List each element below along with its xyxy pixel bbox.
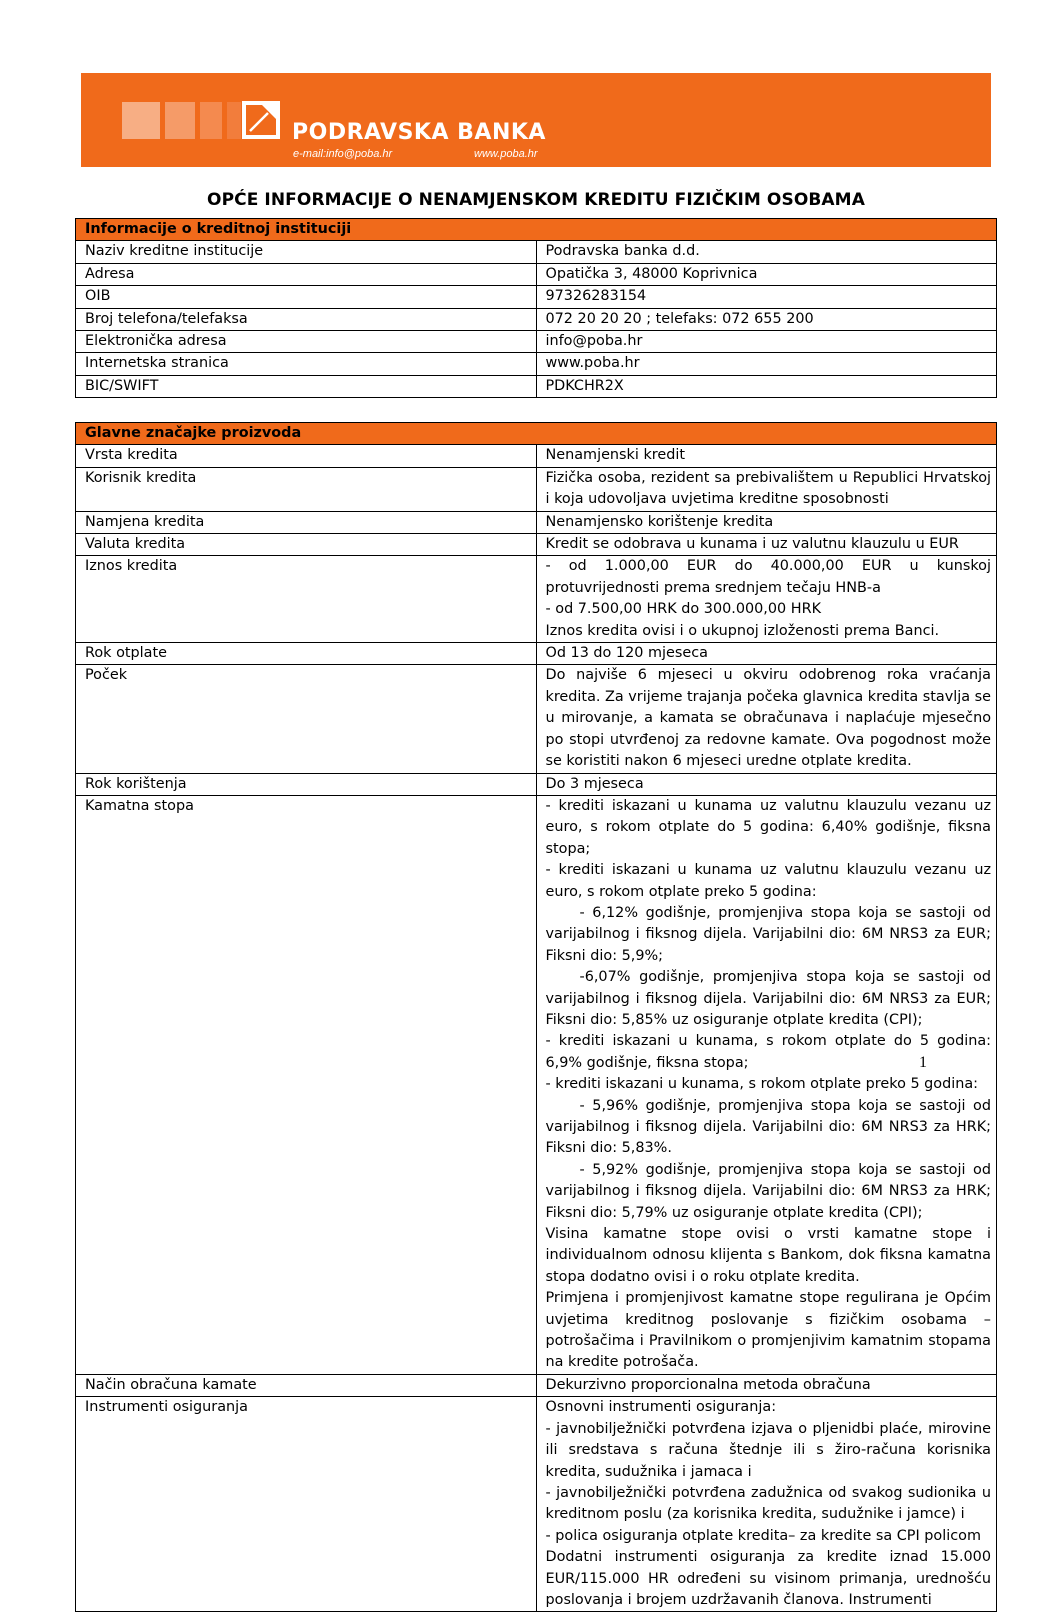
table-heading-row (76, 219, 997, 241)
table-row (76, 795, 997, 1374)
row-label: Adresa (76, 263, 537, 285)
value-line: Dekurzivno proporcionalna metoda obračuna (545, 1376, 871, 1393)
banner-decor-block (227, 102, 241, 139)
table-row (76, 241, 997, 263)
value-line: - polica osiguranja otplate kredita– za kredite sa CPI policom (545, 1527, 981, 1544)
header-banner (81, 73, 991, 167)
bank-email[interactable]: e-mail:info@poba.hr (293, 148, 393, 160)
value-line: - krediti iskazani u kunama, s rokom otplate preko 5 godina: (545, 1076, 979, 1093)
row-label: Broj telefona/telefaksa (76, 308, 537, 330)
row-value: 97326283154 (536, 286, 997, 308)
value-line: Nenamjenski kredit (545, 447, 686, 464)
table-row (76, 286, 997, 308)
value-line (546, 1160, 992, 1224)
table-row (76, 1374, 997, 1396)
page-title: OPĆE INFORMACIJE O NENAMJENSKOM KREDITU FIZIČKIM OSOBAMA (207, 190, 865, 210)
bank-logo-icon (242, 101, 280, 139)
row-label: Vrsta kredita (76, 445, 537, 467)
table-row (76, 556, 997, 643)
row-label: Kamatna stopa (76, 795, 537, 1374)
table-row (76, 665, 997, 773)
value-line: - od 7.500,00 HRK do 300.000,00 HRK (545, 601, 822, 618)
email-link[interactable]: info@poba.hr (536, 331, 997, 353)
row-value: Podravska banka d.d. (536, 241, 997, 263)
row-value (536, 665, 997, 773)
value-line: Primjena i promjenjivost kamatne stope regulirana je Općim uvjetima kreditnog poslovanje s fizičkim osobama – potrošačima i Pravilnikom o promjenjivim kamatnim stopama na kredite potrošača. (545, 1290, 991, 1371)
table-row (76, 263, 997, 285)
value-line: Osnovni instrumenti osiguranja: (545, 1399, 777, 1416)
value-line: - od 1.000,00 EUR do 40.000,00 EUR u kunskoj protuvrijednosti prema srednjem tečaju HNB-a (545, 558, 991, 596)
row-value (536, 1397, 997, 1612)
row-value: 072 20 20 20 ; telefaks: 072 655 200 (536, 308, 997, 330)
row-label: Korisnik kredita (76, 467, 537, 511)
table-row (76, 1397, 997, 1612)
row-value (536, 773, 997, 795)
row-value (536, 534, 997, 556)
value-line: Od 13 do 120 mjeseca (545, 645, 708, 662)
value-text: - 5,92% godišnje, promjenjiva stopa koja se sastoji od varijabilnog i fiksnog dijela. Varijabilni dio: 6M NRS3 za HRK; Fiksni dio: 5,79% uz osiguranje otplate kredita (CPI); (545, 1161, 991, 1221)
value-line: Do najviše 6 mjeseci u okviru odobrenog roka vraćanja kredita. Za vrijeme trajanja počeka glavnica kredita stavlja se u mirovanje, a kamata se obračunava i naplaćuje mjesečno po stopi utvrđenoj za redovne kamate. Ova pogodnost može se koristiti nakon 6 mjeseci uredne otplate kredita. (545, 667, 991, 770)
row-value: PDKCHR2X (536, 375, 997, 397)
table-row (76, 353, 997, 375)
row-label: Elektronička adresa (76, 331, 537, 353)
value-line: Visina kamatne stope ovisi o vrsti kamatne stope i individualnom odnosu klijenta s Bankom, dok fiksna kamatna stopa dodatno ovisi i o roku otplate kredita. (545, 1226, 991, 1285)
row-label: Internetska stranica (76, 353, 537, 375)
institution-table (75, 218, 997, 398)
table-row (76, 511, 997, 533)
row-label: Način obračuna kamate (76, 1374, 537, 1396)
table-row (76, 467, 997, 511)
row-value (536, 511, 997, 533)
section-heading: Informacije o kreditnoj instituciji (76, 219, 997, 241)
bank-name: PODRAVSKA BANKA (292, 120, 546, 145)
row-value (536, 467, 997, 511)
row-label: Instrumenti osiguranja (76, 1397, 537, 1612)
product-table (75, 422, 997, 1612)
row-label: Poček (76, 665, 537, 773)
value-line: Fizička osoba, rezident sa prebivalištem u Republici Hrvatskoj i koja udovoljava uvjetima kreditne sposobnosti (545, 469, 991, 508)
table-row (76, 375, 997, 397)
row-value (536, 445, 997, 467)
row-label: BIC/SWIFT (76, 375, 537, 397)
value-line: Iznos kredita ovisi i o ukupnoj izloženosti prema Banci. (545, 622, 940, 639)
row-label: Iznos kredita (76, 556, 537, 643)
value-line: Nenamjensko korištenje kredita (545, 513, 774, 530)
table-row (76, 445, 997, 467)
value-line: - krediti iskazani u kunama, s rokom otplate do 5 godina: 6,9% godišnje, fiksna stopa; (545, 1033, 991, 1071)
value-line: - krediti iskazani u kunama uz valutnu klauzulu vezanu uz euro, s rokom otplate do 5 godina: 6,40% godišnje, fiksna stopa; (545, 797, 991, 857)
value-text: -6,07% godišnje, promjenjiva stopa koja se sastoji od varijabilnog i fiksnog dijela. Varijabilni dio: 6M NRS3 za EUR; Fiksni dio: 5,85% uz osiguranje otplate kredita (CPI); (545, 969, 991, 1028)
value-line: Dodatni instrumenti osiguranja za kredite iznad 15.000 EUR/115.000 HR određeni su visinom primanja, urednošću poslovanja i brojem uzdržavanih članova. Instrumenti (545, 1549, 991, 1608)
table-row (76, 331, 997, 353)
table-row (76, 773, 997, 795)
banner-decor-block (200, 102, 222, 139)
banner-decor-block (165, 102, 195, 139)
banner-decor-block (122, 102, 160, 139)
value-line: Kredit se odobrava u kunama i uz valutnu klauzulu u EUR (545, 536, 959, 553)
row-label: Valuta kredita (76, 534, 537, 556)
website-link[interactable]: www.poba.hr (536, 353, 997, 375)
table-row (76, 308, 997, 330)
value-line (546, 903, 992, 967)
value-text: - 6,12% godišnje, promjenjiva stopa koja se sastoji od varijabilnog i fiksnog dijela. Varijabilni dio: 6M NRS3 za EUR; Fiksni dio: 5,9%; (545, 904, 991, 964)
page-number: 1 (919, 1054, 927, 1071)
row-value (536, 556, 997, 643)
row-value (536, 643, 997, 665)
value-line (546, 967, 992, 1031)
row-label: Naziv kreditne institucije (76, 241, 537, 263)
row-label: Rok korištenja (76, 773, 537, 795)
table-row (76, 643, 997, 665)
table-row (76, 534, 997, 556)
bank-website[interactable]: www.poba.hr (474, 148, 538, 160)
row-value (536, 795, 997, 1374)
value-text: - 5,96% godišnje, promjenjiva stopa koja se sastoji od varijabilnog i fiksnog dijela. Varijabilni dio: 6M NRS3 za HRK; Fiksni dio: 5,83%. (545, 1097, 991, 1157)
value-line: - javnobilježnički potvrđena zadužnica od svakog sudionika u kreditnom poslu (za korisnika kredita, sudužnike i jamce) i (545, 1484, 991, 1523)
row-label: OIB (76, 286, 537, 308)
value-line: - javnobilježnički potvrđena izjava o pljenidbi plaće, mirovine ili sredstava s računa štednje ili s žiro-računa korisnika kredita, sudužnika i jamaca i (545, 1420, 991, 1480)
row-value (536, 1374, 997, 1396)
row-label: Namjena kredita (76, 511, 537, 533)
row-value: Opatička 3, 48000 Koprivnica (536, 263, 997, 285)
row-label: Rok otplate (76, 643, 537, 665)
value-line (546, 1096, 992, 1160)
value-line: - krediti iskazani u kunama uz valutnu klauzulu vezanu uz euro, s rokom otplate preko 5 godina: (545, 862, 991, 900)
table-heading-row (76, 423, 997, 445)
value-line: Do 3 mjeseca (545, 775, 644, 792)
section-heading: Glavne značajke proizvoda (76, 423, 997, 445)
